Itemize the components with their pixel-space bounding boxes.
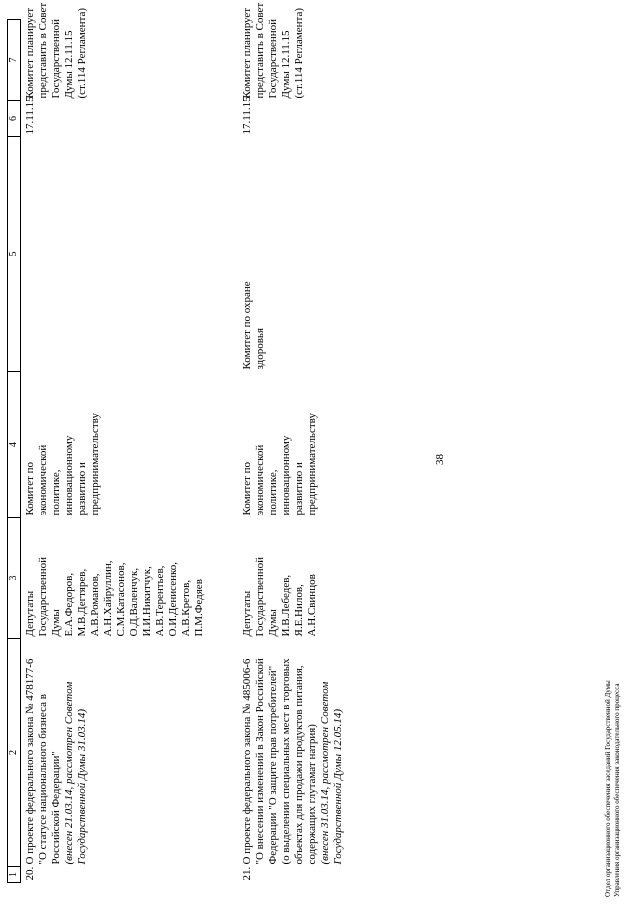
bill-title-cell <box>21 639 239 867</box>
row-number: 20. <box>24 866 36 881</box>
plan-cell <box>238 2 455 101</box>
initiator-line: О.Д.Валенчук, <box>128 567 140 637</box>
committee-cell <box>21 372 239 518</box>
plan-line: представить в Совет <box>254 2 266 99</box>
table-row <box>21 20 239 883</box>
column-number-header-row <box>8 20 21 883</box>
bill-title-line: "О внесении изменений в Закон Российской <box>254 658 266 865</box>
footer-department <box>604 680 622 897</box>
plan-line: (ст.114 Регламента) <box>293 7 305 99</box>
bill-title-line: объектах для продажи продуктов питания, <box>293 665 305 865</box>
committee-line: предпринимательству <box>89 413 101 516</box>
committee-line: Комитет по <box>24 461 36 516</box>
column-header: 4 <box>8 372 21 518</box>
committee-line: политике, <box>50 469 62 516</box>
initiator-line: М.В.Дегтярев, <box>76 568 88 637</box>
co-committee-line: здоровья <box>254 327 266 370</box>
bill-title-line: (о выделении специальных мест в торговых <box>280 658 292 865</box>
committee-line: развитию и <box>293 462 305 516</box>
bill-note-line: (внесен 21.03.14, рассмотрен Советом <box>63 681 75 865</box>
co-committee-cell <box>238 137 455 372</box>
bill-schedule-table <box>7 2 455 883</box>
committee-line: экономической <box>37 444 49 516</box>
page-number: 38 <box>434 454 446 465</box>
initiators-cell <box>21 518 239 639</box>
bill-note-line: Государственной Думы 31.03.14) <box>76 708 88 865</box>
committee-line: развитию и <box>76 462 88 516</box>
committee-line: предпринимательству <box>306 413 318 516</box>
initiators-cell <box>238 518 455 639</box>
initiator-line: П.М.Федяев <box>193 579 205 637</box>
footer-line: Отдел организационного обеспечения заседаний Государственной Думы <box>604 680 612 897</box>
initiator-line: Депутаты <box>24 590 36 637</box>
bill-title-line: Федерации "О защите прав потребителей" <box>267 665 279 865</box>
committee-line: инновационному <box>63 435 75 516</box>
column-header: 2 <box>8 639 21 867</box>
initiator-line: Государственной <box>37 556 49 637</box>
plan-line: Думы 12.11.15 <box>63 30 75 99</box>
initiator-line: Думы <box>267 609 279 637</box>
bill-title-line: "О статусе национального бизнеса в <box>37 694 49 865</box>
bill-title-cell <box>238 639 455 867</box>
initiator-line: С.М.Катасонов, <box>115 562 127 637</box>
initiator-line: Депутаты <box>241 590 253 637</box>
date-cell <box>238 96 455 137</box>
bill-title-line: О проекте федерального закона № 478177-6 <box>24 658 36 865</box>
initiator-line: Думы <box>50 609 62 637</box>
initiator-line: Е.А.Федоров, <box>63 572 75 637</box>
table-row <box>238 20 455 883</box>
plan-line: Думы 12.11.15 <box>280 30 292 99</box>
initiator-line: И.И.Никитчук, <box>141 566 153 637</box>
bill-title-line: Российской Федерации" <box>50 751 62 865</box>
committee-line: инновационному <box>280 435 292 516</box>
column-header: 1 <box>8 867 21 883</box>
initiator-line: А.В.Романов, <box>89 573 101 637</box>
date-value: 17.11.15 <box>241 96 253 135</box>
column-header: 3 <box>8 518 21 639</box>
initiator-line: И.В.Лебедев, <box>280 574 292 637</box>
column-header: 7 <box>8 20 21 101</box>
initiator-line: Государственной <box>254 556 266 637</box>
row-number-cell <box>21 867 239 883</box>
plan-line: Комитет планирует <box>241 7 253 99</box>
co-committee-cell <box>21 137 239 372</box>
footer-line: Управления организационного обеспечения законодательного процесса <box>613 683 621 897</box>
plan-line: представить в Совет <box>37 2 49 99</box>
plan-line: Государственной <box>267 18 279 99</box>
date-cell <box>21 96 239 137</box>
initiator-line: А.Н.Свинцов <box>306 574 318 637</box>
committee-line: политике, <box>267 469 279 516</box>
bill-note-line: (внесен 31.03.14, рассмотрен Советом <box>319 681 331 865</box>
plan-line: (ст.114 Регламента) <box>76 7 88 99</box>
column-header: 6 <box>8 101 21 137</box>
date-value: 17.11.15 <box>24 96 36 135</box>
row-number: 21. <box>241 866 253 881</box>
column-header: 5 <box>8 137 21 372</box>
plan-line: Комитет планирует <box>24 7 36 99</box>
initiator-line: А.В.Терентьев, <box>154 565 166 637</box>
committee-line: Комитет по <box>241 461 253 516</box>
initiator-line: А.В.Кретов, <box>180 579 192 637</box>
initiator-line: А.Н.Хайруллин, <box>102 560 114 637</box>
initiator-line: Я.Е.Нилов, <box>293 584 305 637</box>
committee-line: экономической <box>254 444 266 516</box>
bill-title-line: О проекте федерального закона № 485006-6 <box>241 658 253 865</box>
plan-line: Государственной <box>50 18 62 99</box>
bill-note-line: Государственной Думы 12.05.14) <box>332 708 344 865</box>
plan-cell <box>21 2 239 101</box>
row-number-cell <box>238 867 455 883</box>
co-committee-line: Комитет по охране <box>241 281 253 370</box>
bill-title-line: содержащих глутамат натрия) <box>306 724 318 865</box>
initiator-line: О.И.Денисенко, <box>167 561 179 637</box>
committee-cell <box>238 372 455 518</box>
